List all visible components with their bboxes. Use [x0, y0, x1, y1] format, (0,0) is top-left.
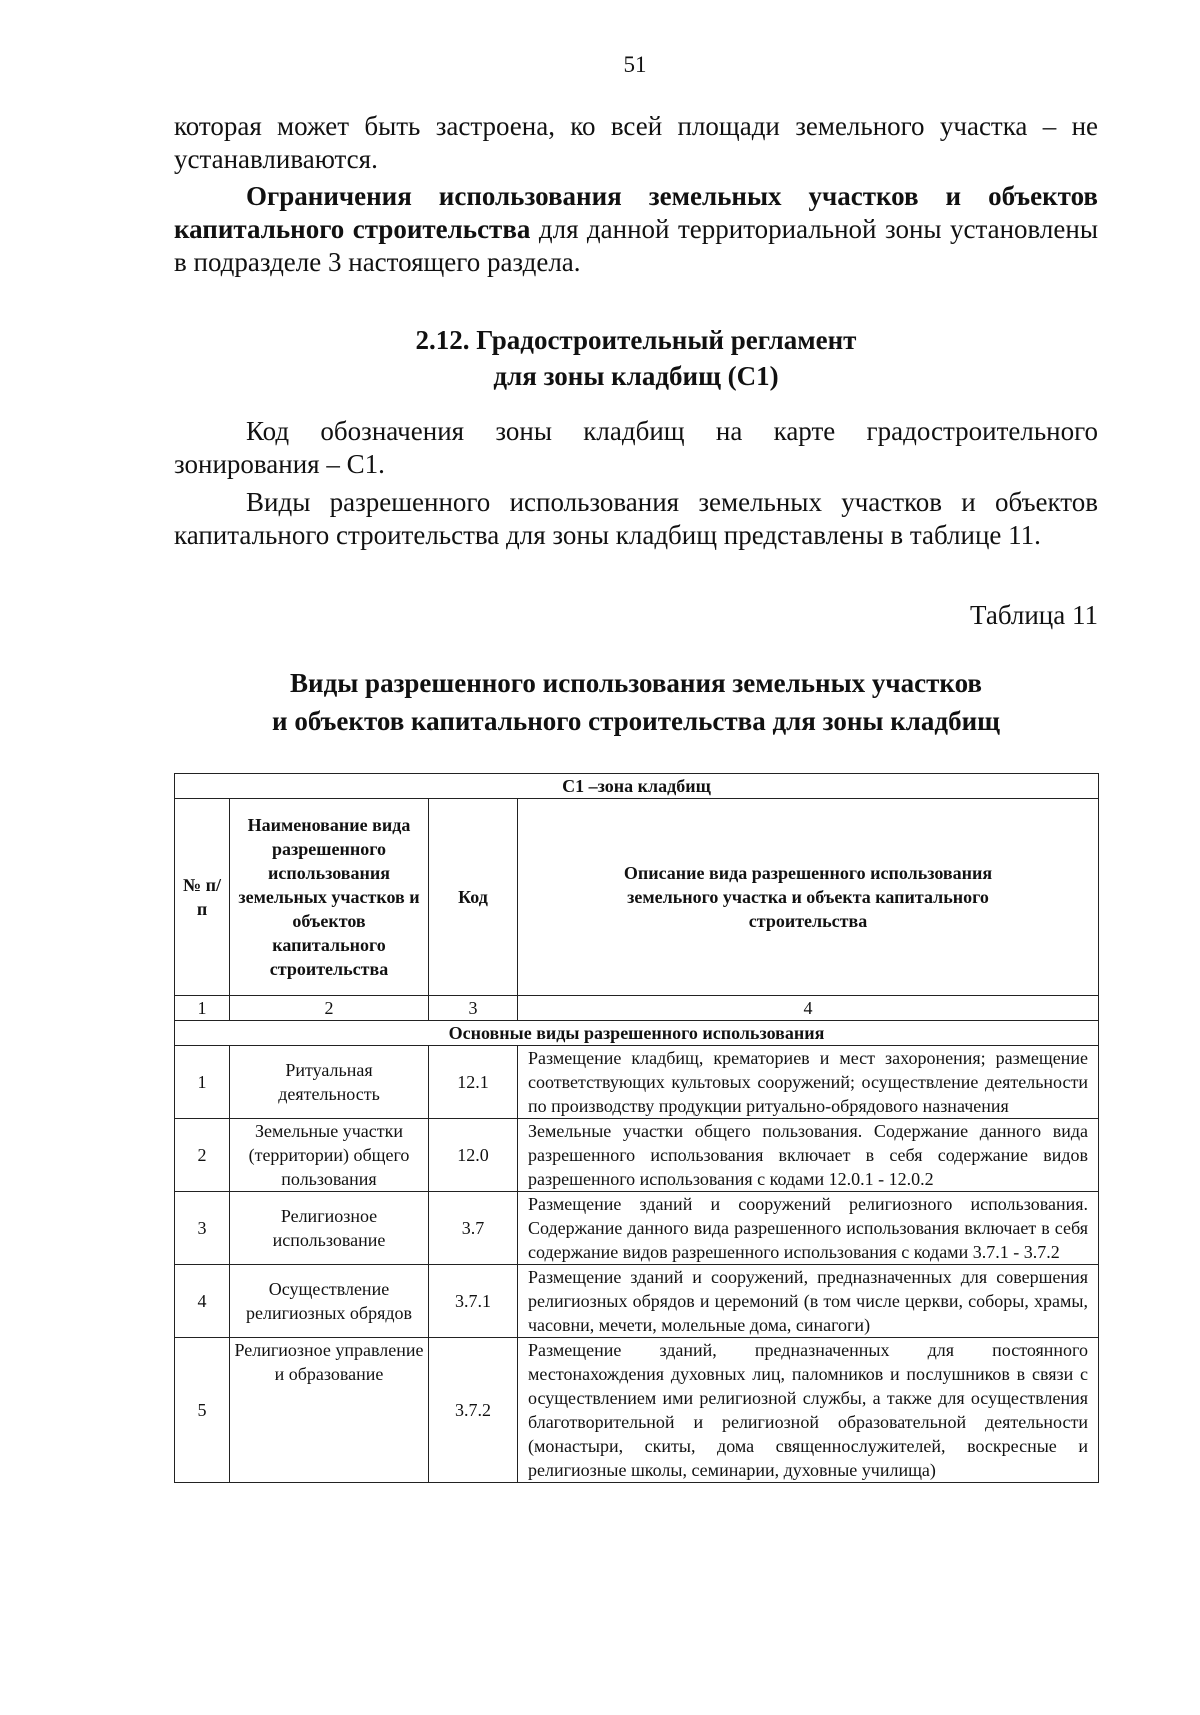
col-number-2: 2: [230, 996, 429, 1021]
row-code: 3.7.1: [429, 1265, 518, 1338]
table-label: Таблица 11: [970, 600, 1098, 630]
table-row: [175, 1119, 1099, 1192]
section-row: [175, 1021, 1099, 1046]
section-title-line-2: для зоны кладбищ (С1): [493, 361, 779, 391]
col-header-desc: Описание вида разрешенного использования земельного участка и объекта капитального строительства: [518, 799, 1099, 996]
col-header-name: Наименование вида разрешенного использования земельных участков и объектов капитального строительства: [230, 799, 429, 996]
land-use-table: [174, 773, 1099, 1483]
row-desc: Размещение кладбищ, крематориев и мест захоронения; размещение соответствующих культовых сооружений; осуществление деятельности по производству продукции ритуально-обрядового назначения: [518, 1046, 1099, 1119]
row-name: Земельные участки (территории) общего пользования: [230, 1119, 429, 1192]
restrictions-rest: для данной территориальной зоны установлены в подразделе 3 настоящего раздела.: [174, 214, 1098, 277]
row-desc: Размещение зданий и сооружений религиозного использования. Содержание данного вида разрешенного использования включает в себя содержание видов разрешенного использования с кодами 3.7.1 - 3.7.2: [518, 1192, 1099, 1265]
col-number-4: 4: [518, 996, 1099, 1021]
table-row: [175, 1338, 1099, 1483]
row-num: 1: [175, 1046, 230, 1119]
code-paragraph: Код обозначения зоны кладбищ на карте градостроительного зонирования – С1.: [174, 416, 1098, 479]
table-title-line-1: Виды разрешенного использования земельных участков: [290, 668, 982, 698]
row-code: 3.7: [429, 1192, 518, 1265]
row-code: 12.0: [429, 1119, 518, 1192]
section-main-label: Основные виды разрешенного использования: [175, 1021, 1099, 1046]
restrictions-paragraph: [174, 180, 1098, 279]
row-desc: Размещение зданий, предназначенных для постоянного местонахождения духовных лиц, паломников и послушников в связи с осуществлением ими религиозной службы, а также для осуществления благотворительной и религиозной образовательной деятельности (монастыри, скиты, дома священнослужителей, воскресные и религиозные школы, семинарии, духовные училища): [518, 1338, 1099, 1483]
row-name: Религиозное управление и образование: [230, 1338, 429, 1483]
section-title-line-1: 2.12. Градостроительный регламент: [415, 325, 857, 355]
row-num: 3: [175, 1192, 230, 1265]
row-num: 4: [175, 1265, 230, 1338]
table-title: [174, 664, 1098, 740]
column-header-row: [175, 799, 1099, 996]
section-title: [174, 322, 1098, 394]
intro-line-2: устанавливаются.: [174, 144, 378, 174]
zone-header-row: [175, 774, 1099, 799]
row-desc: Размещение зданий и сооружений, предназначенных для совершения религиозных обрядов и церемоний (в том числе церкви, соборы, храмы, часовни, мечети, молельные дома, синагоги): [518, 1265, 1099, 1338]
table-row: [175, 1265, 1099, 1338]
page-number: 51: [623, 52, 647, 77]
restrictions-bold: Ограничения использования земельных участков и объектов капитального строительства: [174, 181, 1098, 244]
row-desc: Земельные участки общего пользования. Содержание данного вида разрешенного использования включает в себя содержание видов разрешенного использования с кодами 12.0.1 - 12.0.2: [518, 1119, 1099, 1192]
table-row: [175, 1192, 1099, 1265]
row-code: 12.1: [429, 1046, 518, 1119]
table-row: [175, 1046, 1099, 1119]
zone-header: С1 –зона кладбищ: [175, 774, 1099, 799]
row-name: Религиозное использование: [230, 1192, 429, 1265]
row-code: 3.7.2: [429, 1338, 518, 1483]
col-header-code: Код: [429, 799, 518, 996]
intro-line-1: которая может быть застроена, ко всей площади земельного участка – не: [174, 111, 1098, 141]
column-number-row: [175, 996, 1099, 1021]
row-num: 2: [175, 1119, 230, 1192]
col-number-3: 3: [429, 996, 518, 1021]
col-number-1: 1: [175, 996, 230, 1021]
row-num: 5: [175, 1338, 230, 1483]
kinds-paragraph: Виды разрешенного использования земельных участков и объектов капитального строительства для зоны кладбищ представлены в таблице 11.: [174, 487, 1098, 550]
col-header-num: № п/п: [175, 799, 230, 996]
table-title-line-2: и объектов капитального строительства для зоны кладбищ: [272, 706, 1000, 736]
row-name: Осуществление религиозных обрядов: [230, 1265, 429, 1338]
row-name: Ритуальная деятельность: [230, 1046, 429, 1119]
